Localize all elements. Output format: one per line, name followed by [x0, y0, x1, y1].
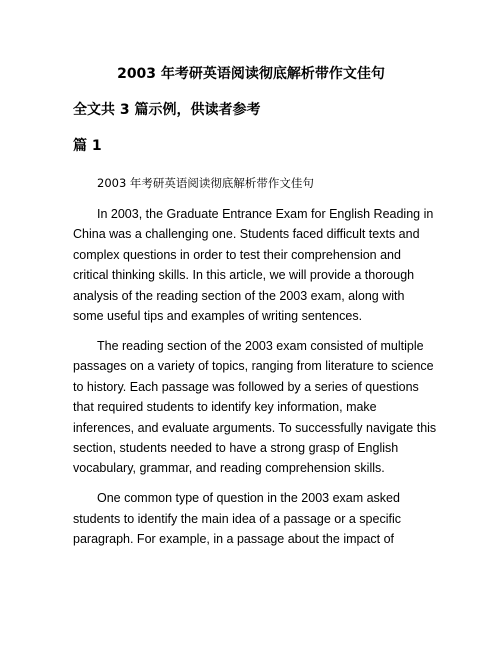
- paragraph-line: students to identify the main idea of a passage or a specific: [73, 511, 401, 526]
- paragraph-line: to history. Each passage was followed by a series of questions: [73, 379, 419, 394]
- document-subtitle: 全文共 3 篇示例，供读者参考: [73, 102, 261, 118]
- paragraph-line: inferences, and evaluate arguments. To successfully navigate this: [73, 420, 437, 435]
- paragraph-line: that required students to identify key information, make: [73, 400, 377, 415]
- paragraph-line: paragraph. For example, in a passage about the impact of: [73, 532, 395, 547]
- paragraph-line: analysis of the reading section of the 2003 exam, along with: [73, 288, 405, 303]
- paragraph-line: some useful tips and examples of writing sentences.: [73, 309, 363, 324]
- paragraph-line: vocabulary, grammar, and reading comprehension skills.: [73, 461, 385, 476]
- section-heading: 篇 1: [73, 138, 102, 154]
- paragraph: [73, 488, 433, 549]
- paragraph: [73, 204, 433, 326]
- article-title: 2003 年考研英语阅读彻底解析带作文佳句: [97, 176, 314, 190]
- paragraph-line: complex questions in order to test their comprehension and: [73, 247, 401, 262]
- paragraph-line: section, students needed to have a strong grasp of English: [73, 440, 399, 455]
- paragraph: [73, 336, 437, 479]
- document-title: 2003 年考研英语阅读彻底解析带作文佳句: [117, 66, 385, 82]
- article-body: [73, 204, 437, 559]
- paragraph-line: critical thinking skills. In this article, we will provide a thorough: [73, 268, 415, 283]
- paragraph-line: In 2003, the Graduate Entrance Exam for English Reading in: [97, 207, 434, 221]
- paragraph-line: One common type of question in the 2003 exam asked: [97, 491, 400, 506]
- paragraph-line: passages on a variety of topics, ranging from literature to science: [73, 359, 434, 374]
- paragraph-line: China was a challenging one. Students faced difficult texts and: [73, 227, 420, 242]
- paragraph-line: The reading section of the 2003 exam consisted of multiple: [97, 338, 424, 353]
